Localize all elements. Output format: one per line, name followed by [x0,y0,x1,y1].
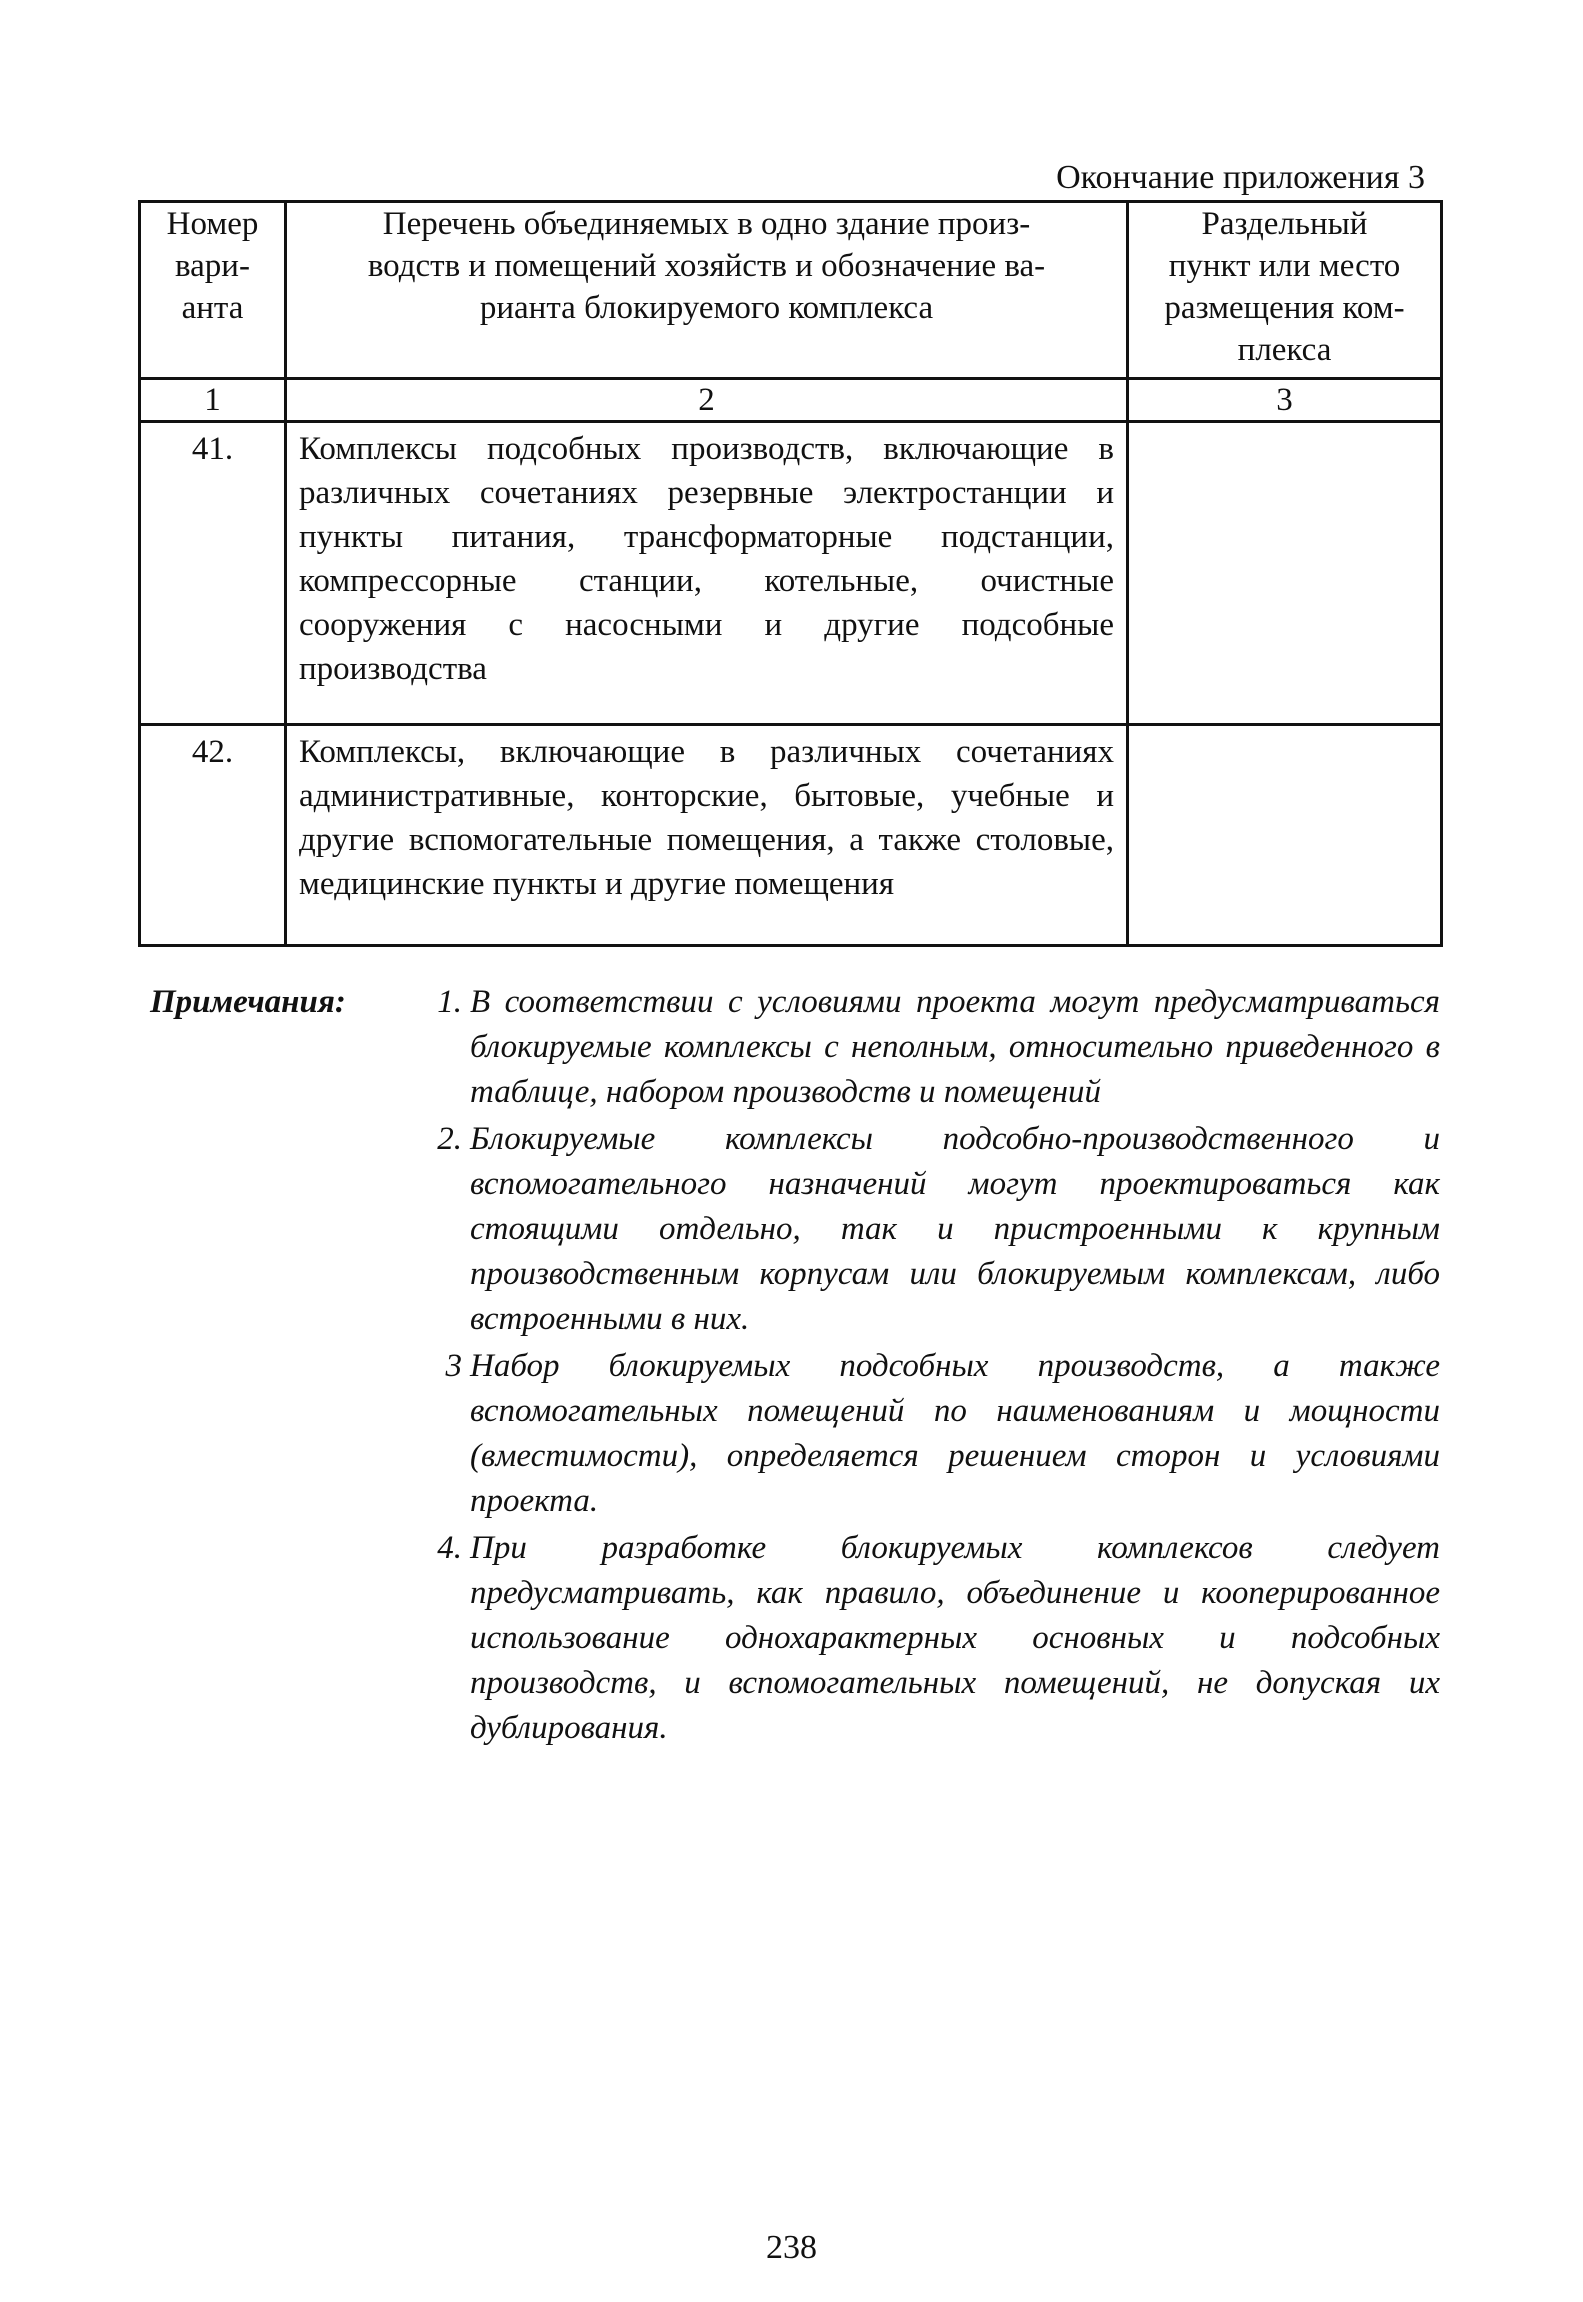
appendix-table [138,200,1443,947]
page-number: 238 [766,2229,817,2266]
header-location: Раздельный пункт или место размещения ком- плекса [1128,202,1442,379]
note-number: 3 [445,1348,462,1384]
note-item [422,1526,1440,1751]
variant-description: Комплексы подсобных производств, включающие в различных сочетаниях резервные электростанции и пункты питания, трансформаторные подстанции, компрессорные станции, котельные, очистные сооружения с насосными и другие подсобные производства [286,422,1128,725]
note-number: 1. [437,984,462,1020]
note-item [422,980,1440,1115]
notes-label: Примечания: [150,984,346,1020]
variant-number: 41. [140,422,286,725]
note-text: В соответствии с условиями проекта могут предусматриваться блокируемые комплексы с неполным, относительно приведенного в таблице, набором производств и помещений [470,984,1440,1110]
header-variant-number: Номер вари- анта [140,202,286,379]
note-item [422,1344,1440,1524]
variant-description: Комплексы, включающие в различных сочетаниях административные, конторские, бытовые, учебные и другие вспомогательные помещения, а также столовые, медицинские пункты и другие помещения [286,725,1128,946]
table-row [140,725,1442,946]
header-facilities-list: Перечень объединяемых в одно здание произ- водств и помещений хозяйств и обозначение ва- рианта блокируемого комплекса [286,202,1128,379]
table-header-row [140,202,1442,379]
variant-location [1128,422,1442,725]
continuation-caption: Окончание приложения 3 [1056,159,1425,196]
notes-section [150,980,1440,1753]
note-text: Блокируемые комплексы подсобно-производственного и вспомогательного назначений могут проектироваться как стоящими отдельно, так и пристроенными к крупным производственным корпусам или блокируемым комплексам, либо встроенными в них. [470,1121,1440,1337]
table-row [140,422,1442,725]
note-text: Набор блокируемых подсобных производств, а также вспомогательных помещений по наименованиям и мощности (вместимости), определяется решением сторон и условиями проекта. [470,1348,1440,1519]
note-text: При разработке блокируемых комплексов следует предусматривать, как правило, объединение и кооперированное использование однохарактерных основных и подсобных производств, и вспомогательных помещений, не допуская их дублирования. [470,1530,1440,1746]
note-number: 2. [437,1121,462,1157]
column-number-row [140,379,1442,422]
note-item [422,1117,1440,1342]
column-number: 3 [1128,379,1442,422]
column-number: 1 [140,379,286,422]
note-number: 4. [437,1530,462,1566]
variant-location [1128,725,1442,946]
column-number: 2 [286,379,1128,422]
variant-number: 42. [140,725,286,946]
